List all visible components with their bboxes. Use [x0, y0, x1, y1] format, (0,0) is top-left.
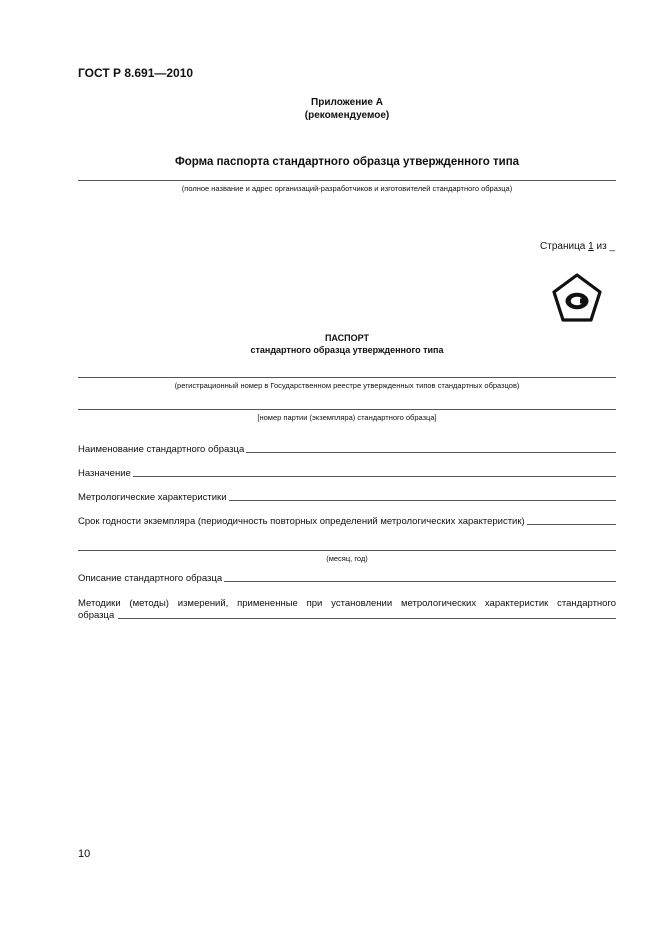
- field-methods-label-end: образца: [78, 610, 115, 621]
- annex-title: Приложение А: [311, 97, 383, 108]
- field-description-line[interactable]: [224, 581, 616, 582]
- form-title: Форма паспорта стандартного образца утвержденного типа: [174, 156, 520, 168]
- pentagon-c-mark-icon: [551, 272, 603, 324]
- page-counter-current: 1: [588, 241, 594, 252]
- page-counter-total: _: [609, 241, 615, 252]
- field-purpose: [78, 468, 616, 479]
- field-name-line[interactable]: [246, 452, 616, 453]
- passport-subtitle: стандартного образца утвержденного типа: [250, 345, 444, 355]
- developers-caption: (полное название и адрес организаций-разработчиков и изготовителей стандартного образца): [181, 184, 513, 193]
- registration-line: [78, 377, 616, 378]
- field-name-label: Наименование стандартного образца: [78, 444, 245, 455]
- field-metrology: [78, 492, 616, 503]
- developers-line: [78, 180, 616, 181]
- month-year-line: [78, 550, 616, 551]
- field-methods: [78, 610, 616, 621]
- page-counter-prefix: Страница: [540, 241, 589, 252]
- field-metrology-label: Метрологические характеристики: [78, 492, 227, 503]
- field-description-label: Описание стандартного образца: [78, 573, 223, 584]
- field-name: [78, 444, 616, 455]
- field-purpose-line[interactable]: [133, 476, 616, 477]
- passport-title: ПАСПОРТ: [324, 333, 370, 343]
- field-metrology-line[interactable]: [229, 500, 616, 501]
- field-shelf-life-line[interactable]: [527, 524, 616, 525]
- standard-number: ГОСТ Р 8.691—2010: [78, 66, 194, 80]
- month-year-caption: (месяц, год): [326, 554, 368, 563]
- page-counter-of: из: [593, 241, 610, 252]
- field-shelf-life-label: Срок годности экземпляра (периодичность повторных определений метрологических характеристик): [78, 516, 525, 527]
- field-purpose-label: Назначение: [78, 468, 131, 479]
- batch-line: [78, 409, 616, 410]
- passport-heading: [78, 332, 616, 356]
- field-shelf-life: [78, 516, 616, 527]
- page-counter: [540, 241, 615, 252]
- registration-caption: (регистрационный номер в Государственном реестре утвержденных типов стандартных образцов): [174, 381, 520, 390]
- field-methods-line[interactable]: [118, 618, 616, 619]
- field-methods-label: Методики (методы) измерений, примененные при установлении метрологических характеристик стандартного: [78, 598, 616, 609]
- annex-note: (рекомендуемое): [304, 110, 390, 121]
- batch-caption: [номер партии (экземпляра) стандартного образца]: [257, 413, 437, 422]
- footer-page-number: 10: [78, 848, 91, 860]
- field-description: [78, 573, 616, 584]
- annex-heading: [78, 96, 616, 122]
